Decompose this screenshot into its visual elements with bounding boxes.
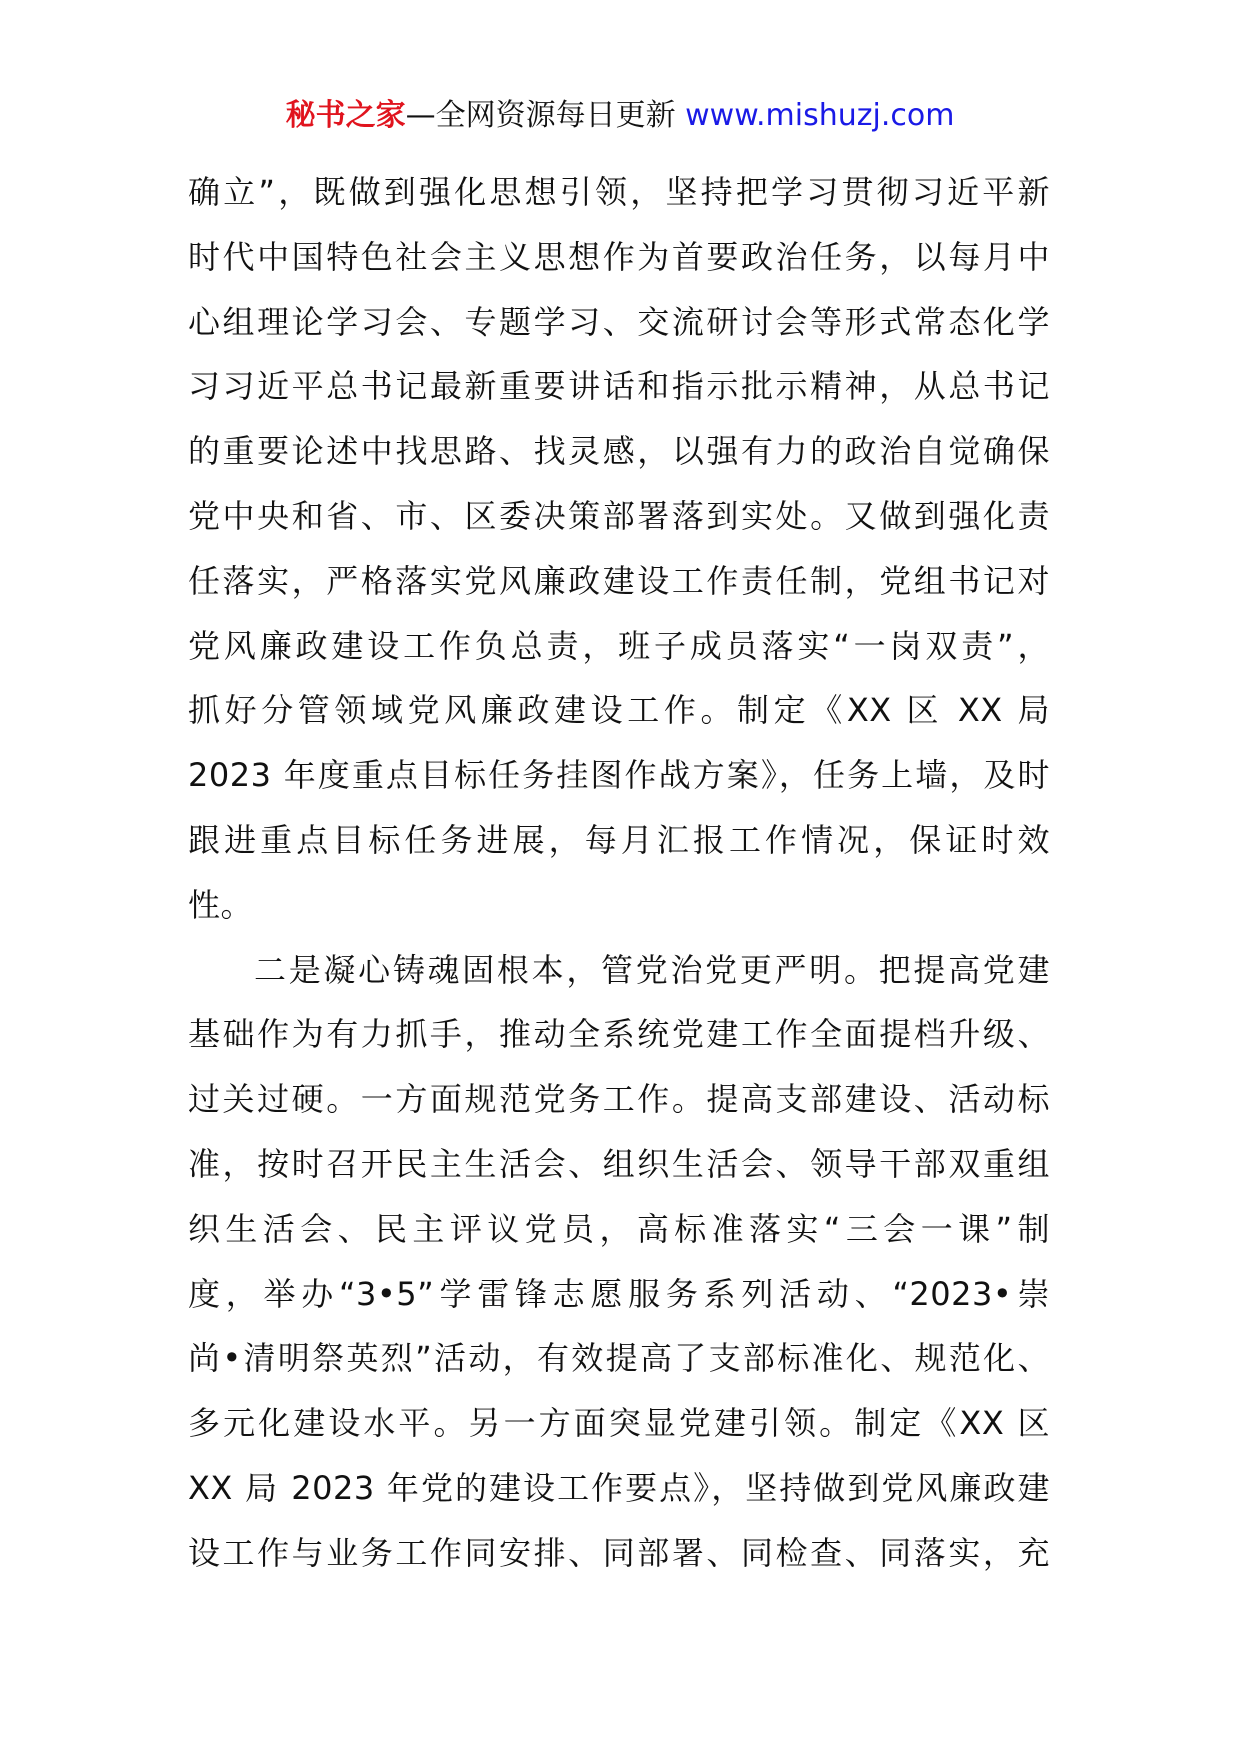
text-line: XX 局 2023 年党的建设工作要点》，坚持做到党风廉政建	[188, 1468, 1050, 1507]
text-line: 尚•清明祭英烈”活动，有效提高了支部标准化、规范化、	[188, 1339, 1050, 1378]
paragraph	[188, 160, 1050, 938]
text-line: 任落实，严格落实党风廉政建设工作责任制，党组书记对	[188, 561, 1050, 600]
site-url[interactable]: www.mishuzj.com	[685, 98, 955, 133]
text-line: 确立”，既做到强化思想引领，坚持把学习贯彻习近平新	[188, 173, 1050, 211]
text-line: 准，按时召开民主生活会、组织生活会、领导干部双重组	[188, 1144, 1050, 1183]
text-line: 过关过硬。一方面规范党务工作。提高支部建设、活动标	[188, 1080, 1050, 1119]
text-line: 多元化建设水平。另一方面突显党建引领。制定《XX 区	[188, 1404, 1050, 1443]
text-line: 时代中国特色社会主义思想作为首要政治任务，以每月中	[188, 237, 1050, 276]
document-body	[188, 160, 1050, 1586]
text-line: 度，举办“3•5”学雷锋志愿服务系列活动、“2023•崇	[188, 1274, 1050, 1313]
text-line: 的重要论述中找思路、找灵感，以强有力的政治自觉确保	[188, 432, 1050, 471]
site-tagline: —全网资源每日更新	[405, 98, 686, 133]
text-line: 2023 年度重点目标任务挂图作战方案》，任务上墙，及时	[188, 756, 1050, 795]
text-line: 性。	[188, 885, 254, 924]
site-header	[0, 96, 1240, 136]
text-line: 党风廉政建设工作负总责，班子成员落实“一岗双责”，	[188, 626, 1050, 665]
text-line: 基础作为有力抓手，推动全系统党建工作全面提档升级、	[188, 1015, 1050, 1054]
text-line: 设工作与业务工作同安排、同部署、同检查、同落实，充	[188, 1533, 1050, 1572]
text-line: 党中央和省、市、区委决策部署落到实处。又做到强化责	[188, 496, 1050, 535]
text-line: 习习近平总书记最新重要讲话和指示批示精神，从总书记	[188, 367, 1050, 406]
text-line: 二是凝心铸魂固根本，管党治党更严明。把提高党建	[254, 950, 1050, 989]
site-brand: 秘书之家	[285, 98, 406, 133]
text-line: 抓好分管领域党风廉政建设工作。制定《XX 区 XX 局	[188, 691, 1050, 730]
text-line: 织生活会、民主评议党员，高标准落实“三会一课”制	[188, 1209, 1050, 1248]
paragraph	[188, 938, 1050, 1586]
text-line: 心组理论学习会、专题学习、交流研讨会等形式常态化学	[188, 302, 1050, 341]
text-line: 跟进重点目标任务进展，每月汇报工作情况，保证时效	[188, 820, 1050, 859]
